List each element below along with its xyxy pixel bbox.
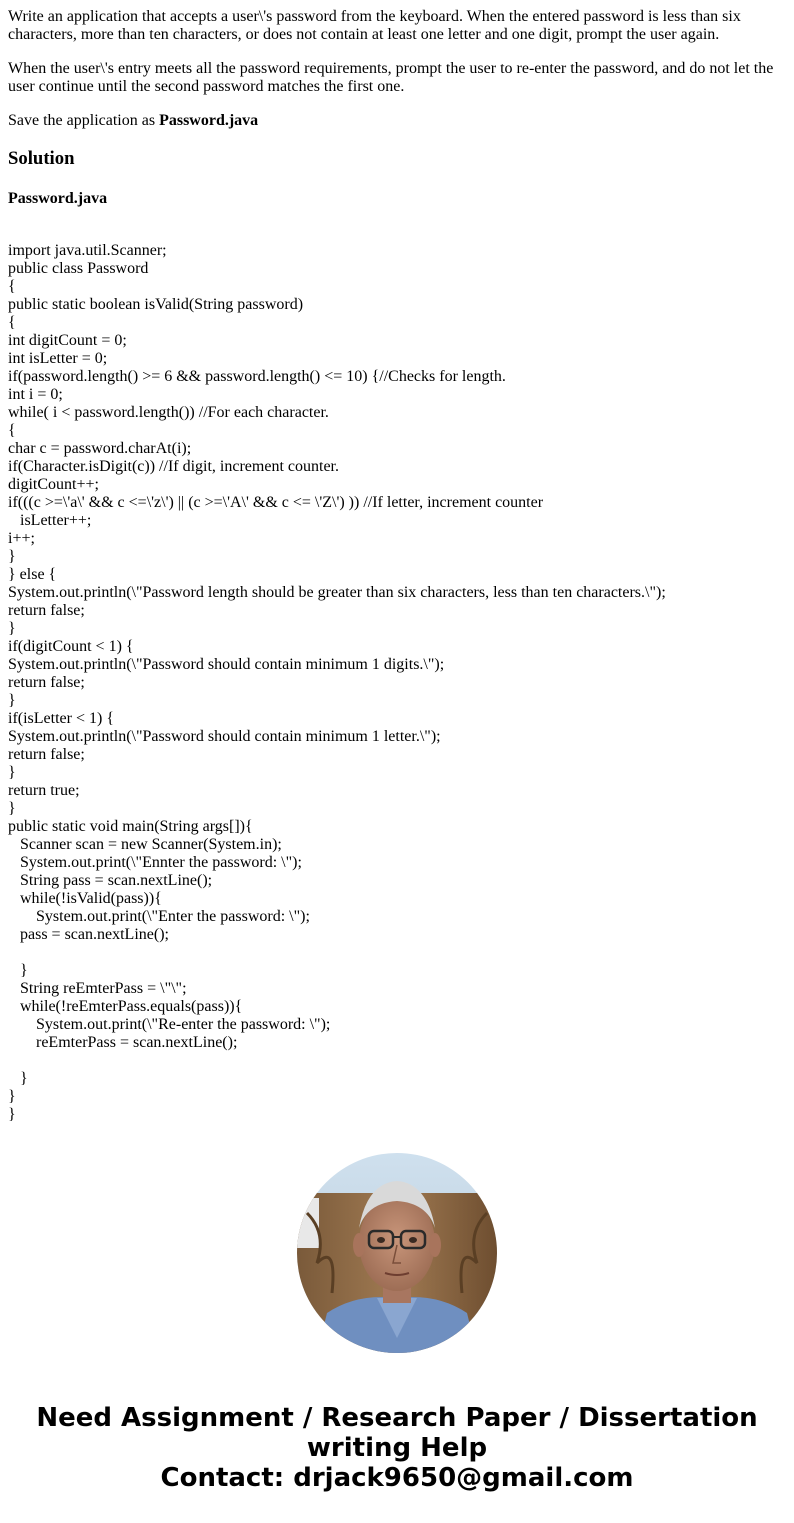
- code-line: import java.util.Scanner;: [8, 242, 167, 259]
- code-line: String reEmterPass = \"\";: [8, 980, 187, 997]
- promo-line-2: writing Help: [306, 1433, 488, 1463]
- code-line: }: [8, 800, 16, 817]
- code-line: System.out.print(\"Re-enter the password: \");: [8, 1016, 331, 1033]
- code-line: public class Password: [8, 260, 149, 277]
- code-line: return false;: [8, 674, 85, 691]
- code-line: System.out.print(\"Ennter the password: \");: [8, 854, 302, 871]
- code-line: }: [8, 1106, 16, 1123]
- code-line: if(Character.isDigit(c)) //If digit, increment counter.: [8, 458, 339, 475]
- code-line: int digitCount = 0;: [8, 332, 127, 349]
- avatar-photo: [297, 1153, 497, 1353]
- code-line: [8, 944, 786, 962]
- code-line: {: [8, 278, 16, 295]
- code-line: }: [8, 1070, 28, 1087]
- code-line: return false;: [8, 746, 85, 763]
- code-line: {: [8, 422, 16, 439]
- code-line: while(!isValid(pass)){: [8, 890, 162, 907]
- code-line: }: [8, 620, 16, 637]
- code-line: Scanner scan = new Scanner(System.in);: [8, 836, 282, 853]
- author-avatar: [297, 1153, 497, 1353]
- promo-line-1: Need Assignment / Research Paper / Dissertation: [36, 1403, 758, 1433]
- code-line: String pass = scan.nextLine();: [8, 872, 213, 889]
- code-line: }: [8, 548, 16, 565]
- code-line: } else {: [8, 566, 57, 583]
- code-line: if(password.length() >= 6 && password.length() <= 10) {//Checks for length.: [8, 368, 506, 385]
- document-body: [8, 0, 786, 1124]
- code-line: if(((c >=\'a\' && c <=\'z\') || (c >=\'A\' && c <= \'Z\') )) //If letter, increment counter: [8, 494, 544, 511]
- solution-heading: Solution: [8, 148, 75, 169]
- code-line: i++;: [8, 530, 35, 547]
- solution-filename: Password.java: [8, 190, 108, 207]
- code-line: isLetter++;: [8, 512, 92, 529]
- code-line: pass = scan.nextLine();: [8, 926, 169, 943]
- code-line: digitCount++;: [8, 476, 99, 493]
- code-line: public static void main(String args[]){: [8, 818, 253, 835]
- question-paragraph-3: [8, 112, 786, 130]
- code-line: }: [8, 764, 16, 781]
- code-line: }: [8, 1088, 16, 1105]
- code-line: int i = 0;: [8, 386, 63, 403]
- code-line: {: [8, 314, 16, 331]
- question-paragraph-1: Write an application that accepts a user\'s password from the keyboard. When the entered password is less than six characters, more than ten characters, or does not contain at least one letter and one digit, prompt the user again.: [8, 8, 741, 43]
- code-line: System.out.println(\"Password length should be greater than six characters, less than ten characters.\");: [8, 584, 666, 601]
- code-line: return true;: [8, 782, 80, 799]
- code-line: while(!reEmterPass.equals(pass)){: [8, 998, 243, 1015]
- promo-contact: Contact: drjack9650@gmail.com: [160, 1463, 634, 1493]
- save-filename: Password.java: [159, 112, 259, 129]
- code-line: reEmterPass = scan.nextLine();: [8, 1034, 238, 1051]
- code-line: if(isLetter < 1) {: [8, 710, 114, 727]
- code-line: char c = password.charAt(i);: [8, 440, 192, 457]
- code-line: }: [8, 692, 16, 709]
- code-line: if(digitCount < 1) {: [8, 638, 134, 655]
- save-instruction: Save the application as: [8, 112, 160, 129]
- code-line: System.out.println(\"Password should contain minimum 1 letter.\");: [8, 728, 441, 745]
- code-line: [8, 1052, 786, 1070]
- code-line: }: [8, 962, 28, 979]
- question-paragraph-2: When the user\'s entry meets all the password requirements, prompt the user to re-enter the password, and do not let the user continue until the second password matches the first one.: [8, 60, 774, 95]
- code-line: System.out.println(\"Password should contain minimum 1 digits.\");: [8, 656, 445, 673]
- code-line: int isLetter = 0;: [8, 350, 108, 367]
- code-block: [8, 242, 786, 1124]
- code-line: public static boolean isValid(String password): [8, 296, 304, 313]
- promo-footer: [0, 1403, 794, 1493]
- code-line: while( i < password.length()) //For each character.: [8, 404, 329, 421]
- code-line: System.out.print(\"Enter the password: \");: [8, 908, 310, 925]
- code-line: return false;: [8, 602, 85, 619]
